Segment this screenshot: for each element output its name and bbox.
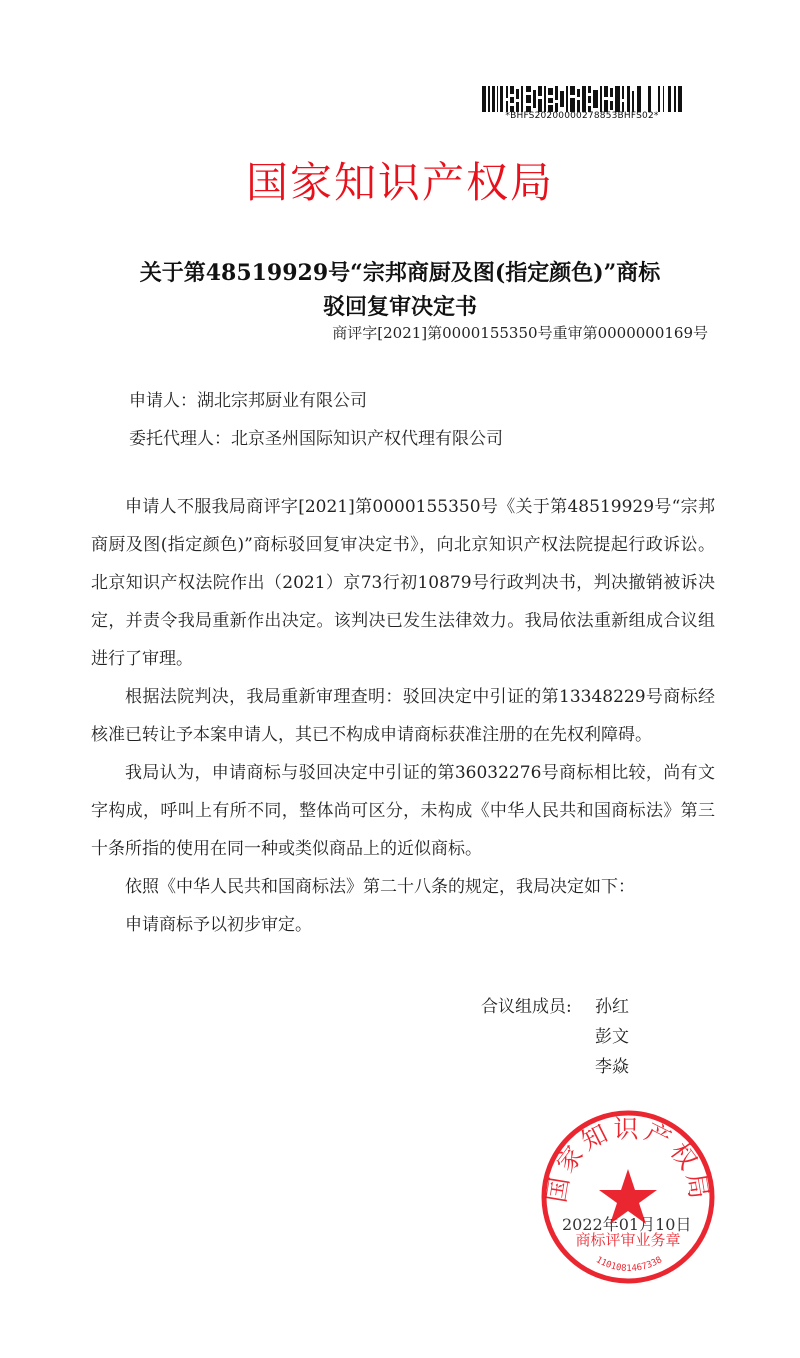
decision-body: [91, 488, 715, 944]
document-number: 商评字[2021]第0000155350号重审第0000000169号: [332, 324, 708, 342]
decision-date: 2022年01月10日: [562, 1215, 692, 1234]
panel-member: 孙红: [595, 997, 629, 1017]
barcode-number: *BHFS20200000278853BHFS02*: [505, 111, 659, 121]
paragraph: 申请商标予以初步审定。: [125, 915, 312, 935]
barcode-bars: [482, 86, 682, 112]
document-title-line-1: 关于第48519929号“宗邦商厨及图(指定颜色)”商标: [139, 260, 661, 286]
agent: 委托代理人：北京圣州国际知识产权代理有限公司: [129, 429, 503, 449]
svg-text:1101081467338: [594, 1255, 664, 1274]
panel-label: 合议组成员:: [481, 997, 572, 1017]
official-seal-icon: [538, 1107, 718, 1287]
seal-arc-text: 国家知识产权局: [541, 1114, 715, 1205]
paragraph: 依照《中华人民共和国商标法》第二十八条的规定，我局决定如下：: [125, 877, 635, 897]
applicant: 申请人：湖北宗邦厨业有限公司: [129, 391, 367, 411]
panel-member: 李焱: [595, 1057, 629, 1077]
paragraph: 申请人不服我局商评字[2021]第0000155350号《关于第48519929号“宗邦商厨及图(指定颜色)”商标驳回复审决定书》，向北京知识产权法院提起行政诉讼。北京知识产权法院作出（2021）京73行初10879号行政判决书，判决撤销被诉决定，并责令我局重新作出决定。该判决已发生法律效力。我局依法重新组成合议组进行了审理。: [91, 497, 715, 669]
paragraph: 我局认为，申请商标与驳回决定中引证的第36032276号商标相比较，尚有文字构成，呼叫上有所不同，整体尚可区分，未构成《中华人民共和国商标法》第三十条所指的使用在同一种或类似商品上的近似商标。: [91, 763, 715, 859]
document-title-line-2: 驳回复审决定书: [322, 294, 477, 320]
agency-name: 国家知识产权局: [245, 158, 554, 207]
paragraph: 根据法院判决，我局重新审理查明：驳回决定中引证的第13348229号商标经核准已转让予本案申请人，其已不构成申请商标获准注册的在先权利障碍。: [91, 687, 715, 745]
panel-member: 彭文: [595, 1027, 629, 1047]
seal-number: 1101081467338: [593, 1255, 665, 1275]
seal-center-text: 商标评审业务章: [575, 1231, 681, 1249]
barcode: [478, 86, 686, 126]
